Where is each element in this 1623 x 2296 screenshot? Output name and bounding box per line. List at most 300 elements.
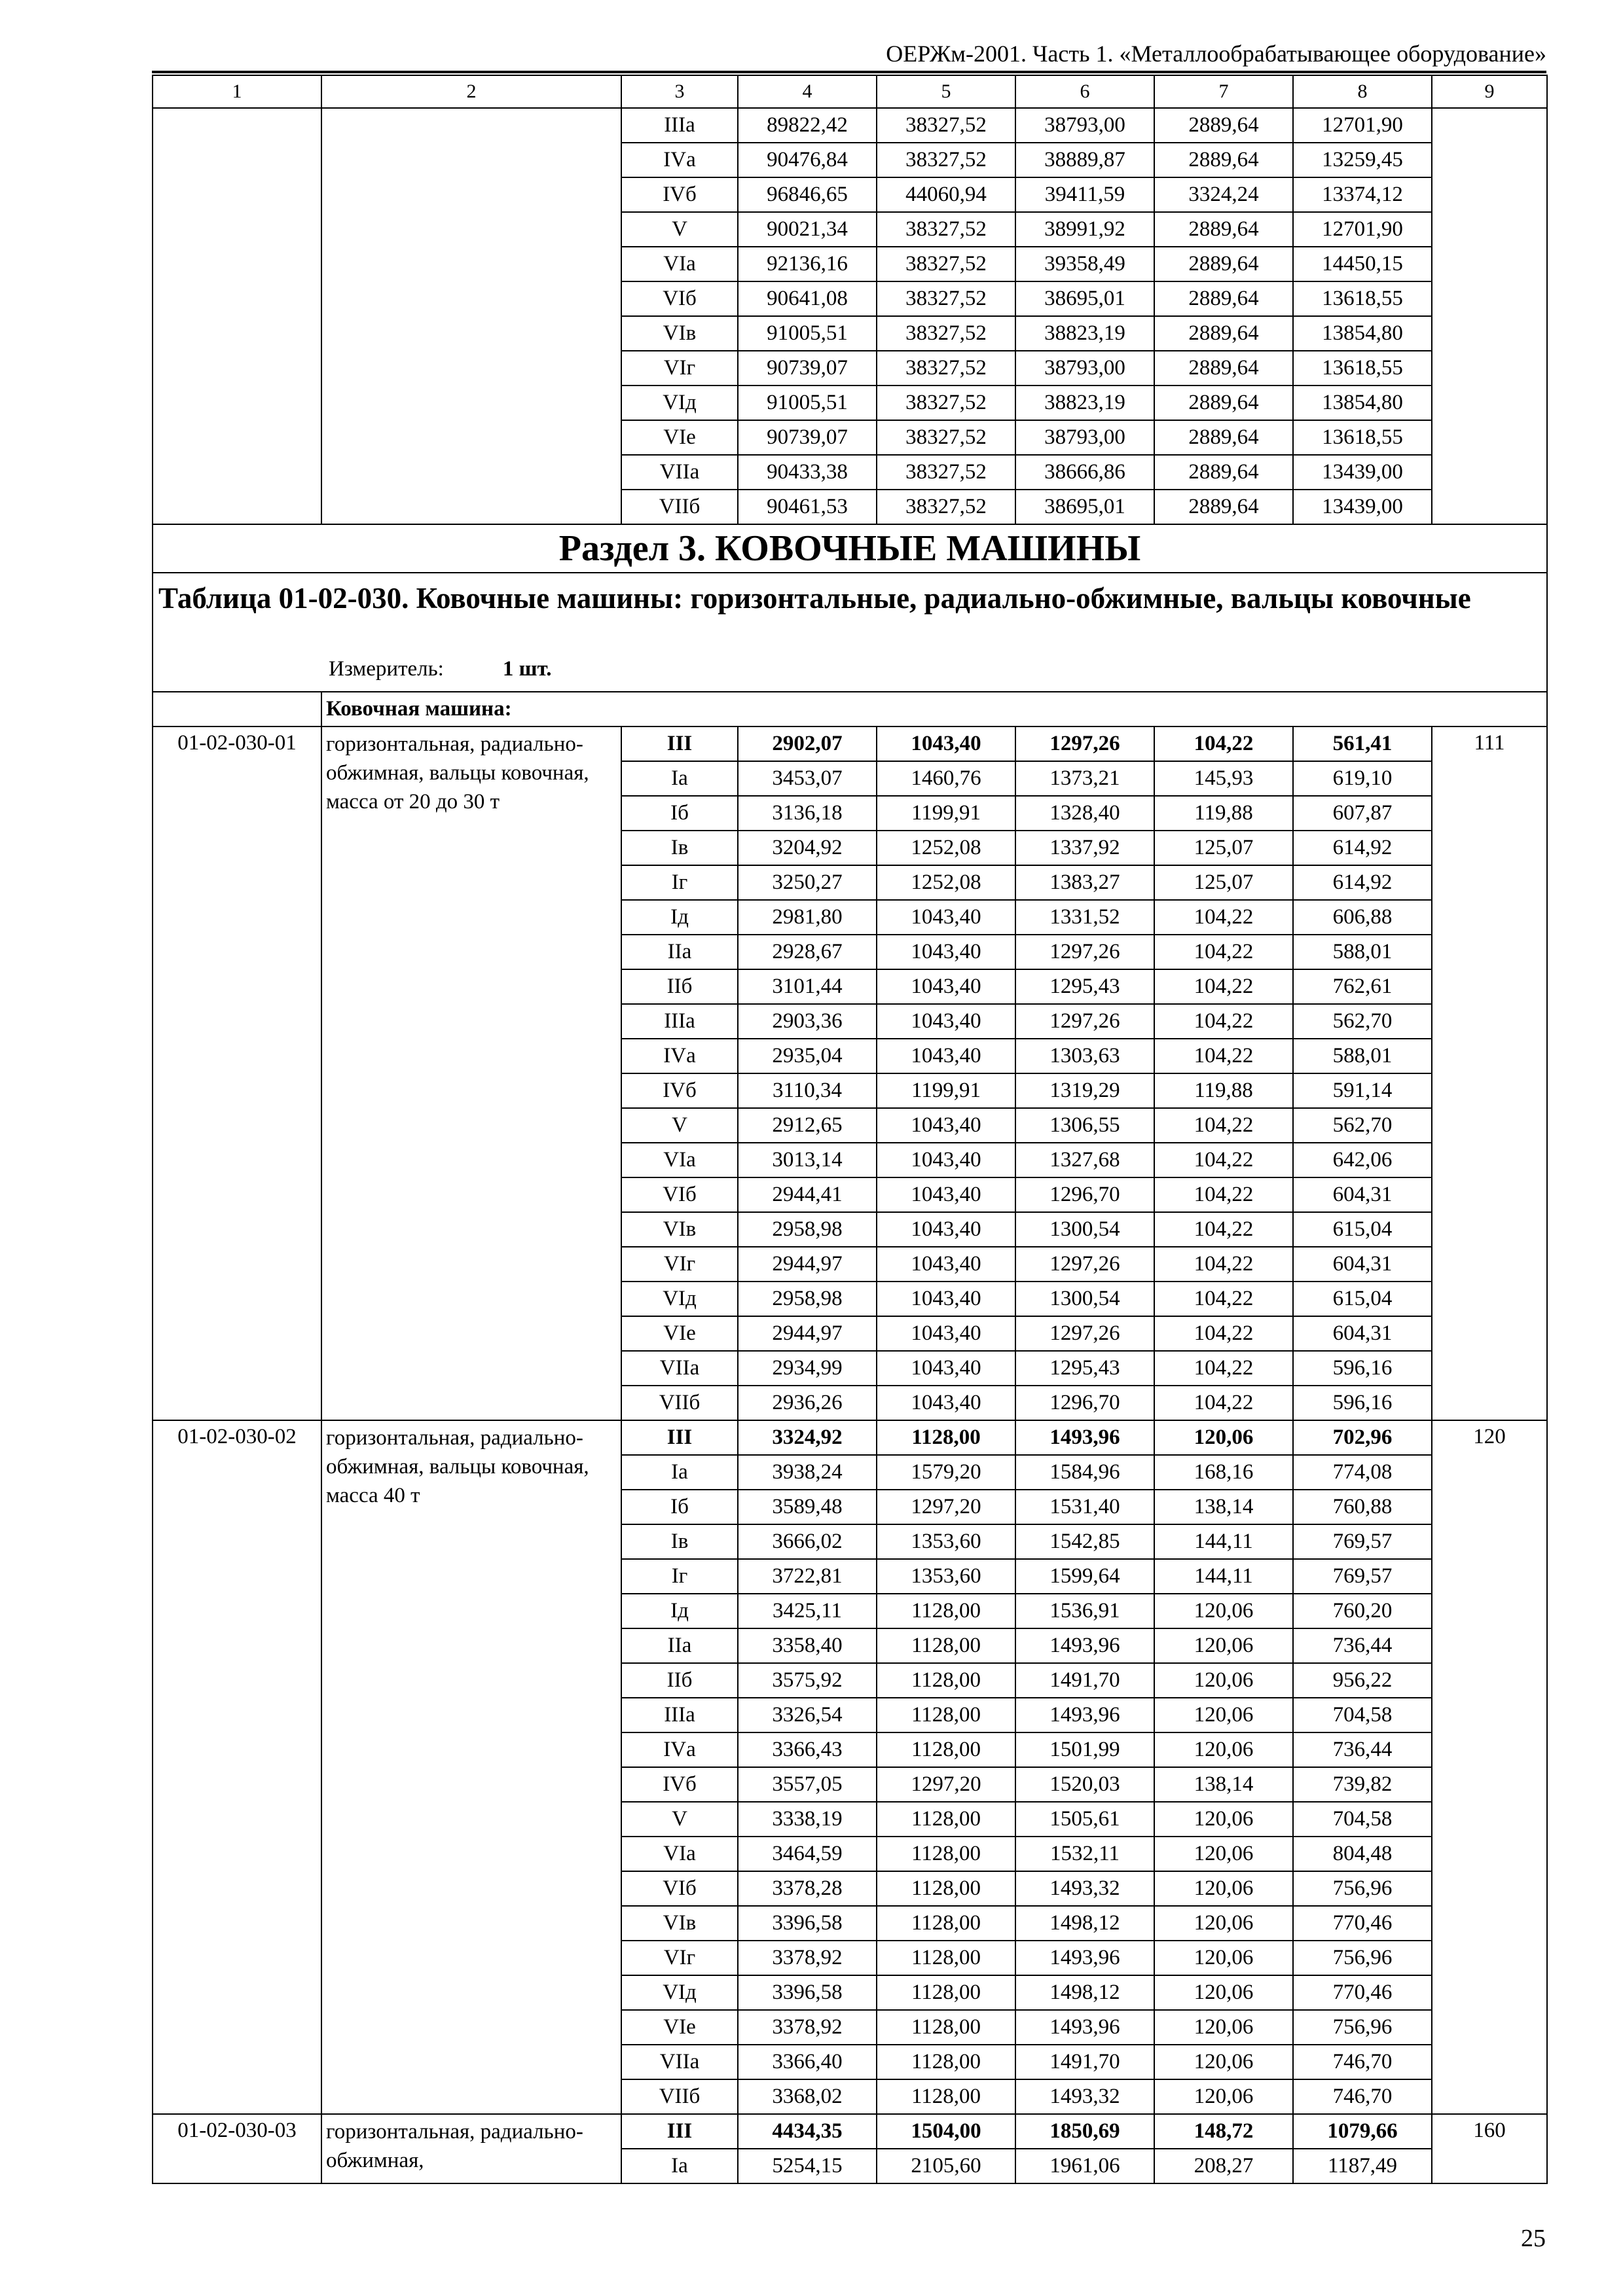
level-cell: Iа: [621, 1455, 738, 1490]
measure-label: Измеритель:: [329, 657, 444, 681]
value-cell: 1531,40: [1015, 1490, 1154, 1524]
value-cell: 104,22: [1154, 1004, 1293, 1039]
value-cell: 615,04: [1293, 1282, 1432, 1316]
value-cell: 90461,53: [738, 490, 877, 524]
value-cell: 120,06: [1154, 2010, 1293, 2045]
value-cell: 119,88: [1154, 1073, 1293, 1108]
value-cell: 1128,00: [877, 2045, 1015, 2079]
level-cell: VIб: [621, 1871, 738, 1906]
table-row: [153, 726, 1547, 761]
level-cell: VIг: [621, 351, 738, 386]
level-cell: Iв: [621, 1524, 738, 1559]
value-cell: 3358,40: [738, 1628, 877, 1663]
value-cell: 120,06: [1154, 1941, 1293, 1975]
level-cell: Iб: [621, 796, 738, 831]
value-cell: 760,88: [1293, 1490, 1432, 1524]
value-cell: 1961,06: [1015, 2149, 1154, 2183]
value-cell: 125,07: [1154, 865, 1293, 900]
value-cell: 1043,40: [877, 726, 1015, 761]
level-cell: V: [621, 1108, 738, 1143]
value-cell: 596,16: [1293, 1386, 1432, 1420]
value-cell: 104,22: [1154, 1247, 1293, 1282]
value-cell: 38793,00: [1015, 351, 1154, 386]
value-cell: 2889,64: [1154, 108, 1293, 143]
value-cell: 1079,66: [1293, 2114, 1432, 2149]
value-cell: 3425,11: [738, 1594, 877, 1628]
value-cell: 3378,28: [738, 1871, 877, 1906]
level-cell: Iа: [621, 761, 738, 796]
value-cell: 38991,92: [1015, 212, 1154, 247]
value-cell: 3366,43: [738, 1732, 877, 1767]
level-cell: Iб: [621, 1490, 738, 1524]
value-cell: 2889,64: [1154, 316, 1293, 351]
value-cell: 4434,35: [738, 2114, 877, 2149]
level-cell: VIIа: [621, 2045, 738, 2079]
value-cell: 90739,07: [738, 351, 877, 386]
value-cell: 2936,26: [738, 1386, 877, 1420]
value-cell: 604,31: [1293, 1177, 1432, 1212]
level-cell: VIв: [621, 316, 738, 351]
section-row: [153, 524, 1547, 573]
value-cell: 1297,20: [877, 1767, 1015, 1802]
level-cell: IIIа: [621, 1004, 738, 1039]
value-cell: 2912,65: [738, 1108, 877, 1143]
column-number: 5: [877, 75, 1015, 108]
value-cell: 1337,92: [1015, 831, 1154, 865]
level-cell: Iг: [621, 865, 738, 900]
value-cell: 2935,04: [738, 1039, 877, 1073]
value-cell: 120,06: [1154, 1732, 1293, 1767]
value-cell: 1493,96: [1015, 1420, 1154, 1455]
value-cell: 3378,92: [738, 1941, 877, 1975]
table-row: [153, 1420, 1547, 1455]
value-cell: 90433,38: [738, 455, 877, 490]
value-cell: 1373,21: [1015, 761, 1154, 796]
value-cell: 38327,52: [877, 351, 1015, 386]
value-cell: 144,11: [1154, 1524, 1293, 1559]
value-cell: 39411,59: [1015, 177, 1154, 212]
value-cell: 756,96: [1293, 2010, 1432, 2045]
value-cell: 1043,40: [877, 1247, 1015, 1282]
value-cell: 3338,19: [738, 1802, 877, 1837]
column-number: 2: [321, 75, 621, 108]
table-title: Таблица 01-02-030. Ковочные машины: горизонтальные, радиально-обжимные, вальцы ковочные: [158, 582, 1471, 615]
value-cell: 1128,00: [877, 1906, 1015, 1941]
value-cell: 762,61: [1293, 969, 1432, 1004]
level-cell: IVа: [621, 143, 738, 177]
value-cell: 1306,55: [1015, 1108, 1154, 1143]
value-cell: 1128,00: [877, 2010, 1015, 2045]
value-cell: 1296,70: [1015, 1177, 1154, 1212]
value-cell: 704,58: [1293, 1802, 1432, 1837]
value-cell: 1043,40: [877, 1004, 1015, 1039]
value-cell: 1043,40: [877, 1143, 1015, 1177]
value-cell: 3013,14: [738, 1143, 877, 1177]
value-cell: 208,27: [1154, 2149, 1293, 2183]
value-cell: 1297,26: [1015, 726, 1154, 761]
value-cell: 562,70: [1293, 1004, 1432, 1039]
table-row: [153, 2114, 1547, 2149]
rate-description: горизонтальная, радиально-обжимная, вальцы ковочная, масса 40 т: [321, 1420, 621, 2114]
value-cell: 1128,00: [877, 1663, 1015, 1698]
value-cell: 1297,26: [1015, 935, 1154, 969]
value-cell: 1300,54: [1015, 1212, 1154, 1247]
value-cell: 1043,40: [877, 969, 1015, 1004]
value-cell: 774,08: [1293, 1455, 1432, 1490]
level-cell: IIIа: [621, 108, 738, 143]
value-cell: 1043,40: [877, 1386, 1015, 1420]
value-cell: 1520,03: [1015, 1767, 1154, 1802]
level-cell: VIIа: [621, 1351, 738, 1386]
level-cell: VIа: [621, 247, 738, 281]
value-cell: 44060,94: [877, 177, 1015, 212]
value-cell: 1128,00: [877, 1802, 1015, 1837]
value-cell: 642,06: [1293, 1143, 1432, 1177]
value-cell: 1043,40: [877, 935, 1015, 969]
level-cell: VIд: [621, 1282, 738, 1316]
level-cell: III: [621, 1420, 738, 1455]
value-cell: 1327,68: [1015, 1143, 1154, 1177]
value-cell: 1303,63: [1015, 1039, 1154, 1073]
value-cell: 2105,60: [877, 2149, 1015, 2183]
value-cell: 1319,29: [1015, 1073, 1154, 1108]
value-cell: 1501,99: [1015, 1732, 1154, 1767]
value-cell: 14450,15: [1293, 247, 1432, 281]
value-cell: 3575,92: [738, 1663, 877, 1698]
page-number: 25: [1521, 2225, 1546, 2252]
level-cell: VIа: [621, 1143, 738, 1177]
value-cell: 38327,52: [877, 490, 1015, 524]
level-cell: Iг: [621, 1559, 738, 1594]
level-cell: VIв: [621, 1906, 738, 1941]
value-cell: 2889,64: [1154, 455, 1293, 490]
section-title: Раздел 3. КОВОЧНЫЕ МАШИНЫ: [153, 524, 1547, 573]
rates-table: [152, 75, 1548, 2184]
column-number: 6: [1015, 75, 1154, 108]
level-cell: V: [621, 1802, 738, 1837]
value-cell: 104,22: [1154, 1143, 1293, 1177]
value-cell: 1199,91: [877, 1073, 1015, 1108]
value-cell: 39358,49: [1015, 247, 1154, 281]
value-cell: 1043,40: [877, 1108, 1015, 1143]
value-cell: 91005,51: [738, 316, 877, 351]
value-cell: 38327,52: [877, 455, 1015, 490]
value-cell: 120,06: [1154, 1871, 1293, 1906]
value-cell: 104,22: [1154, 1039, 1293, 1073]
value-cell: 1128,00: [877, 1698, 1015, 1732]
value-cell: 138,14: [1154, 1767, 1293, 1802]
value-cell: 756,96: [1293, 1941, 1432, 1975]
value-cell: 770,46: [1293, 1906, 1432, 1941]
value-cell: 3110,34: [738, 1073, 877, 1108]
value-cell: 2934,99: [738, 1351, 877, 1386]
value-cell: 13259,45: [1293, 143, 1432, 177]
value-cell: 1300,54: [1015, 1282, 1154, 1316]
value-cell: 1043,40: [877, 1282, 1015, 1316]
value-cell: 1297,20: [877, 1490, 1015, 1524]
level-cell: VIIб: [621, 2079, 738, 2114]
value-cell: 120,06: [1154, 2045, 1293, 2079]
value-cell: 120,06: [1154, 1802, 1293, 1837]
value-cell: 148,72: [1154, 2114, 1293, 2149]
value-cell: 596,16: [1293, 1351, 1432, 1386]
value-cell: 3101,44: [738, 969, 877, 1004]
value-cell: 562,70: [1293, 1108, 1432, 1143]
value-cell: 1505,61: [1015, 1802, 1154, 1837]
value-cell: 1128,00: [877, 1837, 1015, 1871]
value-cell: 3666,02: [738, 1524, 877, 1559]
value-cell: 3938,24: [738, 1455, 877, 1490]
level-cell: III: [621, 726, 738, 761]
value-cell: 13439,00: [1293, 490, 1432, 524]
table-title-cell: [153, 573, 1547, 692]
value-cell: 588,01: [1293, 1039, 1432, 1073]
value-cell: 38666,86: [1015, 455, 1154, 490]
value-cell: 2958,98: [738, 1212, 877, 1247]
value-cell: 96846,65: [738, 177, 877, 212]
rate-code: 01-02-030-02: [153, 1420, 321, 2114]
value-cell: 746,70: [1293, 2045, 1432, 2079]
running-header: ОЕРЖм-2001. Часть 1. «Металлообрабатывающее оборудование»: [152, 37, 1546, 73]
value-cell: 2889,64: [1154, 281, 1293, 316]
value-cell: 1536,91: [1015, 1594, 1154, 1628]
value-cell: 2889,64: [1154, 212, 1293, 247]
value-cell: 2944,97: [738, 1247, 877, 1282]
value-cell: 588,01: [1293, 935, 1432, 969]
value-cell: 119,88: [1154, 796, 1293, 831]
subheading: Ковочная машина:: [321, 692, 1547, 726]
value-cell: 3366,40: [738, 2045, 877, 2079]
value-cell: 38327,52: [877, 316, 1015, 351]
value-cell: 756,96: [1293, 1871, 1432, 1906]
value-cell: 1128,00: [877, 1594, 1015, 1628]
value-cell: 104,22: [1154, 726, 1293, 761]
value-cell: 1383,27: [1015, 865, 1154, 900]
value-cell: 1532,11: [1015, 1837, 1154, 1871]
value-cell: 760,20: [1293, 1594, 1432, 1628]
value-cell: 104,22: [1154, 1282, 1293, 1316]
level-cell: VIд: [621, 1975, 738, 2010]
value-cell: 38327,52: [877, 143, 1015, 177]
value-cell: 1128,00: [877, 1975, 1015, 2010]
value-cell: 615,04: [1293, 1212, 1432, 1247]
value-cell: 1295,43: [1015, 969, 1154, 1004]
value-cell: 1328,40: [1015, 796, 1154, 831]
value-cell: 1128,00: [877, 2079, 1015, 2114]
subheading-row: [153, 692, 1547, 726]
level-cell: VIв: [621, 1212, 738, 1247]
value-cell: 3250,27: [738, 865, 877, 900]
level-cell: IVб: [621, 1767, 738, 1802]
value-cell: 38793,00: [1015, 108, 1154, 143]
value-cell: 1579,20: [877, 1455, 1015, 1490]
value-cell: 1128,00: [877, 1871, 1015, 1906]
column-number-row: [153, 75, 1547, 108]
value-cell: 956,22: [1293, 1663, 1432, 1698]
value-cell: 38327,52: [877, 108, 1015, 143]
value-cell: 1043,40: [877, 1316, 1015, 1351]
value-cell: 3378,92: [738, 2010, 877, 2045]
column-number: 7: [1154, 75, 1293, 108]
value-cell: 3396,58: [738, 1906, 877, 1941]
value-cell: 736,44: [1293, 1628, 1432, 1663]
value-cell: 90641,08: [738, 281, 877, 316]
value-cell: 614,92: [1293, 831, 1432, 865]
value-cell: 1043,40: [877, 1039, 1015, 1073]
value-cell: 736,44: [1293, 1732, 1432, 1767]
value-cell: 138,14: [1154, 1490, 1293, 1524]
value-cell: 38327,52: [877, 386, 1015, 420]
value-cell: 38793,00: [1015, 420, 1154, 455]
value-cell: 2944,41: [738, 1177, 877, 1212]
value-cell: 2889,64: [1154, 420, 1293, 455]
value-cell: 90739,07: [738, 420, 877, 455]
level-cell: VIIа: [621, 455, 738, 490]
level-cell: VIг: [621, 1247, 738, 1282]
value-cell: 38327,52: [877, 212, 1015, 247]
table-row: [153, 108, 1547, 143]
value-cell: 2889,64: [1154, 386, 1293, 420]
value-cell: 702,96: [1293, 1420, 1432, 1455]
rate-description: горизонтальная, радиально-обжимная,: [321, 2114, 621, 2183]
value-cell: 1460,76: [877, 761, 1015, 796]
value-cell: 1043,40: [877, 1351, 1015, 1386]
level-cell: IVа: [621, 1732, 738, 1767]
level-cell: VIг: [621, 1941, 738, 1975]
value-cell: 739,82: [1293, 1767, 1432, 1802]
level-cell: Iд: [621, 900, 738, 935]
value-cell: 1504,00: [877, 2114, 1015, 2149]
value-cell: 13618,55: [1293, 420, 1432, 455]
column-number: 4: [738, 75, 877, 108]
value-cell: 5254,15: [738, 2149, 877, 2183]
column-number: 3: [621, 75, 738, 108]
value-cell: 1542,85: [1015, 1524, 1154, 1559]
value-cell: 12701,90: [1293, 108, 1432, 143]
value-cell: 1498,12: [1015, 1906, 1154, 1941]
value-cell: 104,22: [1154, 1316, 1293, 1351]
value-cell: 2903,36: [738, 1004, 877, 1039]
value-cell: 591,14: [1293, 1073, 1432, 1108]
value-cell: 1043,40: [877, 1212, 1015, 1247]
value-cell: 145,93: [1154, 761, 1293, 796]
rate-description: горизонтальная, радиально-обжимная, вальцы ковочная, масса от 20 до 30 т: [321, 726, 621, 1420]
value-cell: 1128,00: [877, 1941, 1015, 1975]
value-cell: 38889,87: [1015, 143, 1154, 177]
value-cell: 2944,97: [738, 1316, 877, 1351]
level-cell: IVб: [621, 177, 738, 212]
level-cell: V: [621, 212, 738, 247]
value-cell: 1297,26: [1015, 1316, 1154, 1351]
value-cell: 1493,96: [1015, 2010, 1154, 2045]
level-cell: VIе: [621, 420, 738, 455]
level-cell: IVа: [621, 1039, 738, 1073]
value-cell: 104,22: [1154, 1212, 1293, 1247]
value-cell: 1128,00: [877, 1628, 1015, 1663]
level-cell: IIа: [621, 935, 738, 969]
value-cell: 13374,12: [1293, 177, 1432, 212]
value-cell: 2902,07: [738, 726, 877, 761]
empty-cell: [153, 692, 321, 726]
level-cell: VIб: [621, 281, 738, 316]
level-cell: VIа: [621, 1837, 738, 1871]
value-cell: 1295,43: [1015, 1351, 1154, 1386]
value-cell: 120,06: [1154, 1906, 1293, 1941]
value-cell: 120,06: [1154, 1698, 1293, 1732]
value-cell: 704,58: [1293, 1698, 1432, 1732]
value-cell: 770,46: [1293, 1975, 1432, 2010]
value-cell: 619,10: [1293, 761, 1432, 796]
value-cell: 1331,52: [1015, 900, 1154, 935]
value-cell: 3396,58: [738, 1975, 877, 2010]
column-number: 9: [1432, 75, 1547, 108]
value-cell: 90476,84: [738, 143, 877, 177]
value-cell: 3326,54: [738, 1698, 877, 1732]
measure-value: 1 шт.: [502, 657, 552, 681]
value-cell: 1491,70: [1015, 1663, 1154, 1698]
value-cell: 104,22: [1154, 900, 1293, 935]
value-cell: 104,22: [1154, 969, 1293, 1004]
value-cell: 120,06: [1154, 2079, 1293, 2114]
value-cell: 38327,52: [877, 247, 1015, 281]
value-cell: 104,22: [1154, 1386, 1293, 1420]
value-cell: 1199,91: [877, 796, 1015, 831]
rate-code: 01-02-030-01: [153, 726, 321, 1420]
value-cell: 769,57: [1293, 1524, 1432, 1559]
level-cell: Iв: [621, 831, 738, 865]
value-cell: 3722,81: [738, 1559, 877, 1594]
level-cell: IIб: [621, 969, 738, 1004]
value-cell: 561,41: [1293, 726, 1432, 761]
value-cell: 1491,70: [1015, 2045, 1154, 2079]
measure-line: [329, 651, 551, 687]
value-cell: 13854,80: [1293, 386, 1432, 420]
level-cell: III: [621, 2114, 738, 2149]
value-cell: 90021,34: [738, 212, 877, 247]
value-cell: 2889,64: [1154, 351, 1293, 386]
value-cell: 1043,40: [877, 1177, 1015, 1212]
level-cell: VIIб: [621, 490, 738, 524]
level-cell: IIа: [621, 1628, 738, 1663]
rate-code: 01-02-030-03: [153, 2114, 321, 2183]
value-cell: 1252,08: [877, 831, 1015, 865]
value-cell: 104,22: [1154, 1177, 1293, 1212]
value-cell: 1353,60: [877, 1524, 1015, 1559]
value-cell: 144,11: [1154, 1559, 1293, 1594]
code-cell: [153, 108, 321, 524]
value-cell: 1493,96: [1015, 1628, 1154, 1663]
value-cell: 3324,24: [1154, 177, 1293, 212]
value-cell: 1498,12: [1015, 1975, 1154, 2010]
value-cell: 607,87: [1293, 796, 1432, 831]
value-cell: 104,22: [1154, 935, 1293, 969]
table-title-row: [153, 573, 1547, 692]
value-cell: 604,31: [1293, 1316, 1432, 1351]
value-cell: 91005,51: [738, 386, 877, 420]
value-cell: 125,07: [1154, 831, 1293, 865]
value-cell: 120,06: [1154, 1420, 1293, 1455]
value-cell: 2889,64: [1154, 490, 1293, 524]
rate-total: 120: [1432, 1420, 1547, 2114]
value-cell: 13618,55: [1293, 281, 1432, 316]
value-cell: 2958,98: [738, 1282, 877, 1316]
value-cell: 1493,96: [1015, 1698, 1154, 1732]
value-cell: 120,06: [1154, 1628, 1293, 1663]
value-cell: 1297,26: [1015, 1004, 1154, 1039]
value-cell: 3557,05: [738, 1767, 877, 1802]
value-cell: 3204,92: [738, 831, 877, 865]
value-cell: 168,16: [1154, 1455, 1293, 1490]
